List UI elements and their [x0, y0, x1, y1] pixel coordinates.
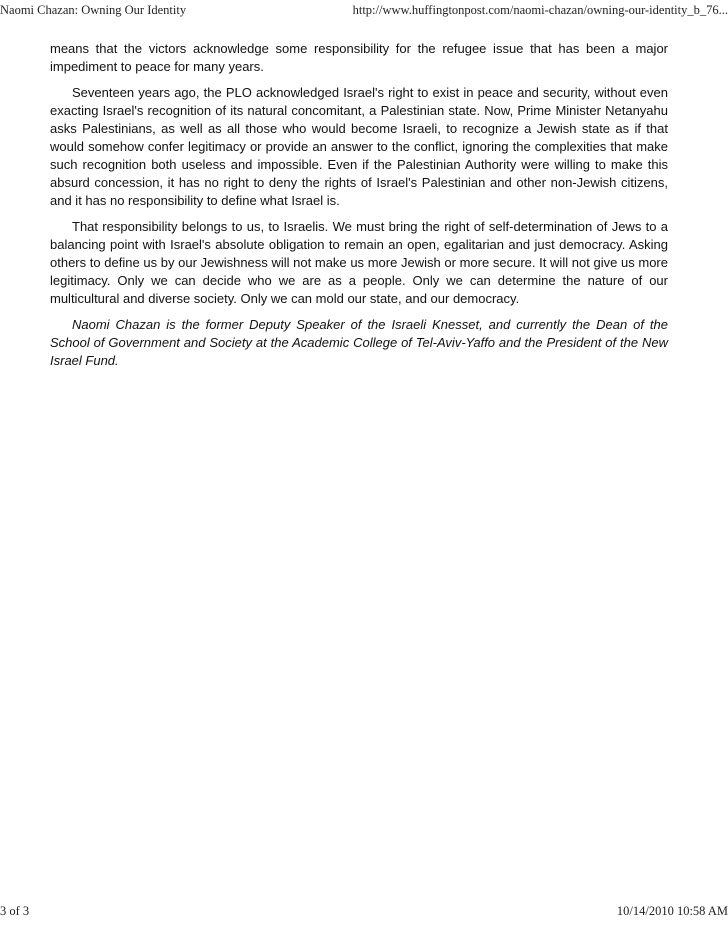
article-paragraph: means that the victors acknowledge some responsibility for the refugee issue that has been a major impediment to peace for many years.	[50, 41, 668, 74]
article-paragraph: That responsibility belongs to us, to Israelis. We must bring the right of self-determination of Jews to a balancing point with Israel's absolute obligation to remain an open, egalitarian and just democracy. Asking others to define us by our Jewishness will not make us more Jewish or more secure. It will not give us more legitimacy. Only we can decide who we are as a people. Only we can determine the nature of our multicultural and diverse society. Only we can mold our state, and our democracy.	[50, 219, 668, 306]
author-bio: Naomi Chazan is the former Deputy Speaker of the Israeli Knesset, and currently the Dean of the School of Government and Society at the Academic College of Tel-Aviv-Yaffo and the President of the New Israel Fund.	[50, 317, 668, 368]
print-timestamp: 10/14/2010 10:58 AM	[616, 904, 728, 918]
page-number: 3 of 3	[0, 904, 30, 918]
article-body	[50, 40, 668, 378]
page-title: Naomi Chazan: Owning Our Identity	[0, 3, 187, 17]
article-paragraph: Seventeen years ago, the PLO acknowledged Israel's right to exist in peace and security, without even exacting Israel's recognition of its natural concomitant, a Palestinian state. Now, Prime Minister Netanyahu asks Palestinians, as well as all those who would become Israeli, to recognize a Jewish state as if that would somehow confer legitimacy or provide an answer to the conflict, ignoring the complexities that make such recognition both useless and impossible. Even if the Palestinian Authority were willing to make this absurd concession, it has no right to deny the rights of Israel's Palestinian and other non-Jewish citizens, and it has no responsibility to define what Israel is.	[50, 85, 668, 208]
page-url: http://www.huffingtonpost.com/naomi-chazan/owning-our-identity_b_76...	[352, 3, 728, 17]
